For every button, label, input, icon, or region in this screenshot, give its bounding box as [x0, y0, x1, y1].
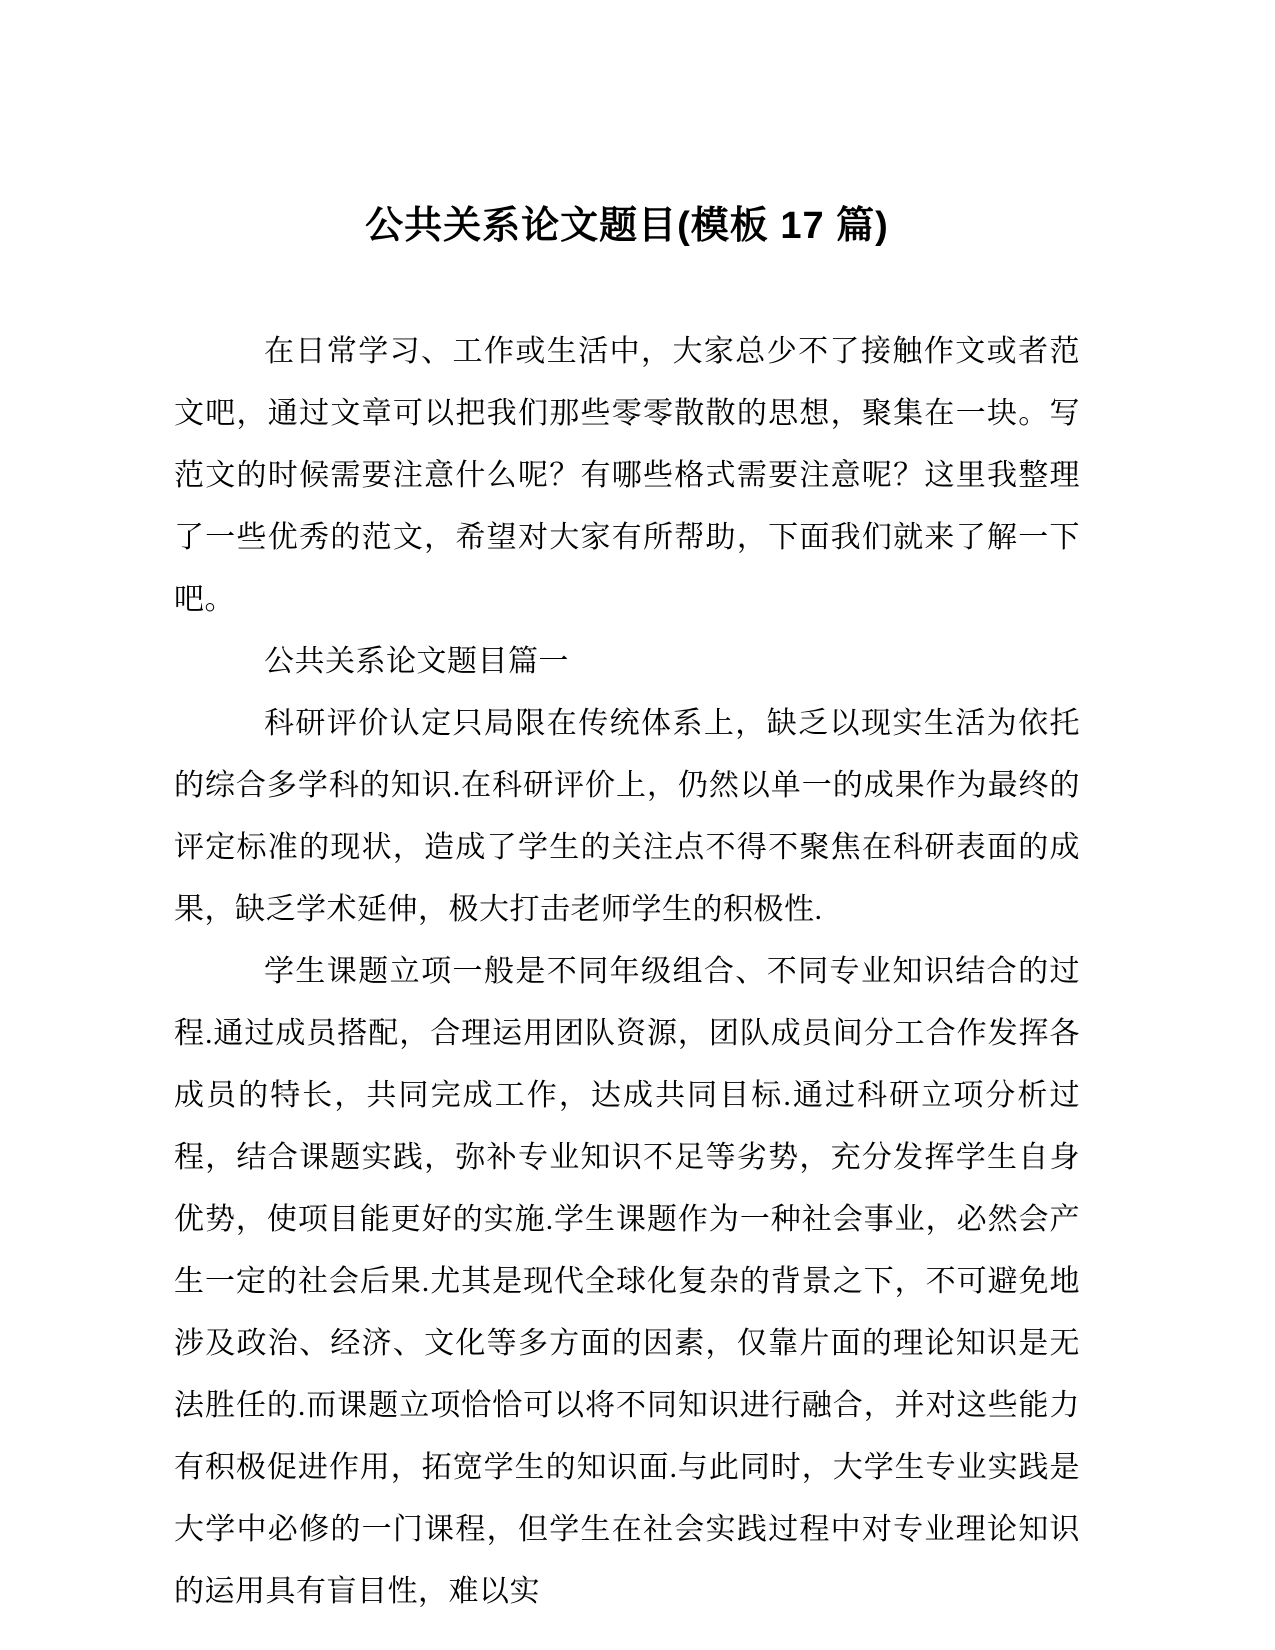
document-paragraph: 在日常学习、工作或生活中，大家总少不了接触作文或者范文吧，通过文章可以把我们那些零零散散的思想，聚集在一块。写范文的时候需要注意什么呢？有哪些格式需要注意呢？这里我整理了一些优秀的范文，希望对大家有所帮助，下面我们就来了解一下吧。 [174, 335, 1080, 616]
document-paragraph: 公共关系论文题目篇一 [264, 645, 569, 678]
document-paragraph: 学生课题立项一般是不同年级组合、不同专业知识结合的过程.通过成员搭配，合理运用团队资源，团队成员间分工合作发挥各成员的特长，共同完成工作，达成共同目标.通过科研立项分析过程，结合课题实践，弥补专业知识不足等劣势，充分发挥学生自身优势，使项目能更好的实施.学生课题作为一种社会事业，必然会产生一定的社会后果.尤其是现代全球化复杂的背景之下，不可避免地涉及政治、经济、文化等多方面的因素，仅靠片面的理论知识是无法胜任的.而课题立项恰恰可以将不同知识进行融合，并对这些能力有积极促进作用，拓宽学生的知识面.与此同时，大学生专业实践是大学中必修的一门课程，但学生在社会实践过程中对专业理论知识的运用具有盲目性，难以实 [174, 955, 1080, 1608]
document-body [174, 321, 1080, 1623]
document-title: 公共关系论文题目(模板 17 篇) [365, 205, 889, 247]
document-paragraph: 科研评价认定只局限在传统体系上，缺乏以现实生活为依托的综合多学科的知识.在科研评价上，仍然以单一的成果作为最终的评定标准的现状，造成了学生的关注点不得不聚焦在科研表面的成果，缺乏学术延伸，极大打击老师学生的积极性. [174, 707, 1080, 926]
